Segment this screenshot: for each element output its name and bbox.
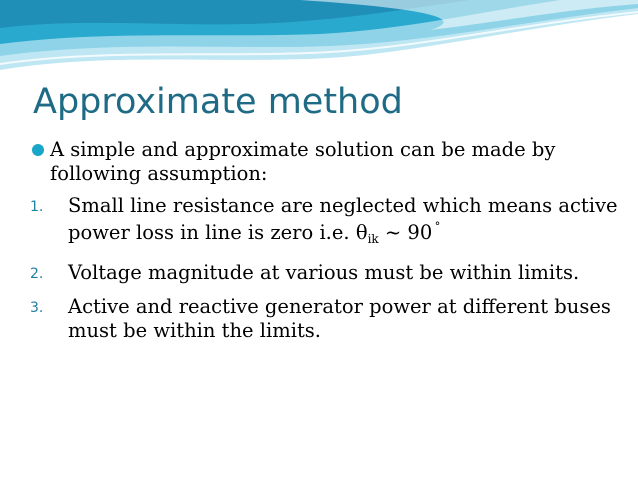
bullet-dot-icon: [32, 144, 44, 156]
header-wave-decoration: [0, 0, 638, 90]
slide-body: [30, 138, 620, 353]
list-item-3: [30, 295, 620, 343]
list-number-3: 3.: [30, 300, 44, 316]
slide-title: Approximate method: [33, 82, 403, 122]
list-number-2: 2.: [30, 266, 44, 282]
list-item-3-text: Active and reactive generator power at different buses must be within the limits.: [68, 295, 611, 342]
list-item-2-text: Voltage magnitude at various must be within limits.: [68, 261, 580, 284]
list-item-1: [30, 194, 620, 251]
list-item-1-text-end: ~ 90: [384, 221, 433, 244]
degree-symbol: ˚: [434, 222, 441, 237]
list-number-1: 1.: [30, 199, 44, 215]
intro-text: A simple and approximate solution can be made by following assumption:: [50, 138, 556, 185]
theta-subscript: ik: [367, 232, 379, 246]
list-item-2: [30, 261, 620, 285]
intro-bullet: [30, 138, 620, 186]
list-item-1-text: Small line resistance are neglected which means active power loss in line is zero i.e. θ: [68, 194, 618, 244]
